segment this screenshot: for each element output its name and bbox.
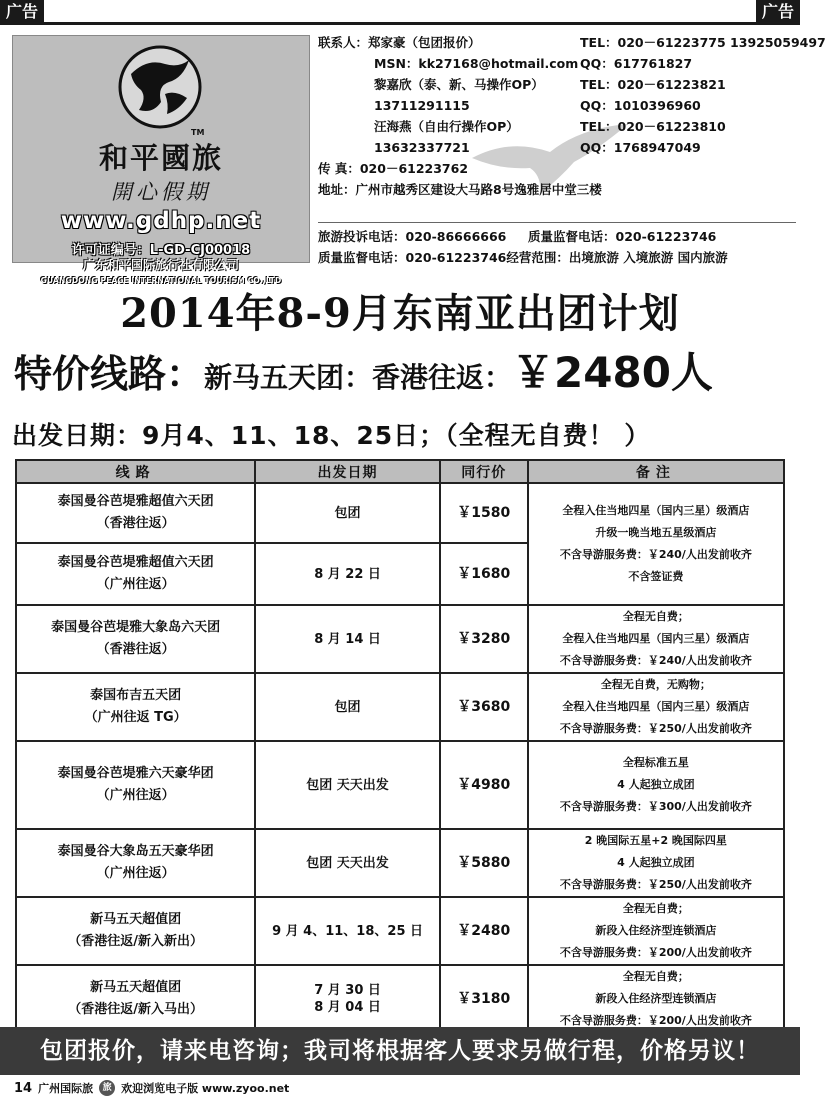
- trademark-mark: TM: [191, 128, 205, 137]
- route-name: 新马五天超值团: [90, 912, 182, 927]
- quality-scope-line: 质量监督电话：020-61223746经营范围：出境旅游 入境旅游 国内旅游: [318, 250, 728, 265]
- special-offer-route: 新马五天团：香港往返：: [204, 361, 513, 394]
- company-logo: [12, 35, 310, 285]
- date-cell: 包团 天天出发: [255, 741, 439, 829]
- date-cell: 8 月 14 日: [255, 605, 439, 673]
- note-line: 2 晚国际五星+2 晚国际四星: [584, 834, 727, 847]
- note-cell: [528, 741, 784, 829]
- note-line: 不含导游服务费：￥200/人出发前收齐: [559, 1014, 752, 1027]
- header-route: 线路: [16, 460, 255, 483]
- contact-secondary: TEL：020－61223821: [580, 77, 726, 92]
- address-line: 地址：广州市越秀区建设大马路8号逸雅居中堂三楼: [318, 182, 602, 197]
- route-cell: [16, 965, 255, 1033]
- footer-banner: 包团报价，请来电咨询；我司将根据客人要求另做行程，价格另议！: [0, 1027, 800, 1075]
- route-origin: （香港往返）: [96, 642, 175, 657]
- date-line: 7 月 30 日: [314, 983, 381, 998]
- complaint-phone: 旅游投诉电话：020-86666666: [318, 229, 507, 244]
- price-cell: ￥3180: [440, 965, 528, 1033]
- price-cell: ￥5880: [440, 829, 528, 897]
- quality-phone: 质量监督电话：020-61223746: [528, 229, 717, 244]
- note-line: 新段入住经济型连锁酒店: [595, 924, 717, 937]
- hotline-row: [318, 226, 796, 247]
- contact-row: [318, 95, 796, 116]
- table-row: [16, 741, 784, 829]
- tour-schedule-table: [15, 459, 785, 1034]
- route-cell: [16, 543, 255, 605]
- note-line: 4 人起独立成团: [617, 856, 695, 869]
- price-cell: ￥4980: [440, 741, 528, 829]
- route-name: 泰国布吉五天团: [90, 688, 182, 703]
- table-row: [16, 965, 784, 1033]
- table-row: [16, 605, 784, 673]
- contact-row: [318, 74, 796, 95]
- note-line: 不含导游服务费：￥250/人出发前收齐: [559, 722, 752, 735]
- hotline-block: [318, 226, 796, 268]
- license-number: 许可证编号：L-GD-CJ00018: [71, 243, 251, 258]
- note-line: 全程无自费；: [622, 610, 689, 623]
- fax-line: 传 真：020－61223762: [318, 161, 469, 176]
- route-origin: （广州往返）: [96, 577, 175, 592]
- brand-slogan: 開心假期: [111, 180, 211, 204]
- route-name: 泰国曼谷芭堤雅六天豪华团: [57, 766, 214, 781]
- departure-dates: 出发日期：9月4、11、18、25日；（全程无自费！ ）: [12, 421, 651, 450]
- note-cell: [528, 673, 784, 741]
- route-name: 泰国曼谷芭堤雅超值六天团: [57, 555, 214, 570]
- route-name: 泰国曼谷芭堤雅超值六天团: [57, 494, 214, 509]
- note-line: 全程入住当地四星（国内三星）级酒店: [562, 632, 750, 645]
- top-rule: [0, 22, 800, 25]
- contact-divider: [318, 222, 796, 223]
- route-cell: [16, 829, 255, 897]
- route-cell: [16, 741, 255, 829]
- note-line: 4 人起独立成团: [617, 778, 695, 791]
- route-origin: （广州往返）: [96, 866, 175, 881]
- newspaper-name: 广州国际旅: [38, 1082, 94, 1095]
- contact-row: [318, 53, 796, 74]
- contact-row: [318, 137, 796, 158]
- table-row: [16, 829, 784, 897]
- newspaper-badge-icon: 旅: [99, 1080, 115, 1096]
- contact-row: [318, 116, 796, 137]
- table-header-row: [16, 460, 784, 483]
- route-cell: [16, 897, 255, 965]
- table-row: [16, 673, 784, 741]
- note-cell: [528, 829, 784, 897]
- date-cell: 包团 天天出发: [255, 829, 439, 897]
- company-name-english: GUANGDONG PEACE INTERNATIONAL TOURISM CO.,LTD: [40, 276, 282, 285]
- price-cell: ￥1680: [440, 543, 528, 605]
- note-cell: [528, 965, 784, 1033]
- route-origin: （香港往返）: [96, 516, 175, 531]
- brand-name: 和平國旅: [98, 141, 223, 175]
- price-cell: ￥3280: [440, 605, 528, 673]
- header-date: 出发日期: [255, 460, 439, 483]
- note-line: 全程入住当地四星（国内三星）级酒店: [562, 504, 750, 517]
- globe-dove-icon: [117, 44, 203, 130]
- brand-url: www.gdhp.net: [60, 208, 262, 234]
- ad-tag-right: 广告: [756, 0, 800, 24]
- route-cell: [16, 483, 255, 543]
- ad-tag-left: 广告: [0, 0, 44, 24]
- route-name: 新马五天超值团: [90, 980, 182, 995]
- company-name: 广东和平国际旅行社有限公司: [82, 258, 239, 272]
- date-line: 8 月 04 日: [314, 1000, 381, 1015]
- route-name: 泰国曼谷大象岛五天豪华团: [57, 844, 214, 859]
- route-cell: [16, 605, 255, 673]
- route-cell: [16, 673, 255, 741]
- contact-secondary: QQ：617761827: [580, 56, 693, 71]
- special-offer-label: 特价线路：: [14, 352, 205, 396]
- page-footer: [14, 1080, 289, 1096]
- header-note: 备注: [528, 460, 784, 483]
- note-line: 不含导游服务费：￥200/人出发前收齐: [559, 946, 752, 959]
- contact-secondary: TEL：020－61223775 13925059497: [580, 35, 826, 50]
- website-tagline: 欢迎浏览电子版 www.zyoo.net: [121, 1082, 290, 1095]
- contact-secondary: QQ：1768947049: [580, 140, 701, 155]
- contact-primary: 13711291115: [374, 98, 470, 113]
- route-origin: （香港往返/新入马出）: [68, 1002, 204, 1017]
- contact-block: [318, 32, 826, 200]
- table-row: [16, 483, 784, 543]
- route-origin: （香港往返/新入新出）: [68, 934, 204, 949]
- note-line: 全程入住当地四星（国内三星）级酒店: [562, 700, 750, 713]
- price-cell: ￥1580: [440, 483, 528, 543]
- table-row: [16, 897, 784, 965]
- page-number: 14: [14, 1080, 33, 1096]
- date-cell: 包团: [255, 673, 439, 741]
- route-origin: （广州往返 TG）: [84, 710, 187, 725]
- note-line: 不含签证费: [628, 570, 684, 583]
- date-cell: 包团: [255, 483, 439, 543]
- contact-secondary: TEL：020－61223810: [580, 119, 726, 134]
- note-line: 全程无自费，无购物；: [600, 678, 711, 691]
- contact-primary: 联系人：郑家豪（包团报价）: [318, 35, 481, 50]
- price-cell: ￥2480: [440, 897, 528, 965]
- special-offer-price: ￥2480人: [512, 348, 713, 397]
- contact-row: [318, 32, 826, 53]
- date-cell: 9 月 4、11、18、25 日: [255, 897, 439, 965]
- route-name: 泰国曼谷芭堤雅大象岛六天团: [51, 620, 221, 635]
- note-cell: [528, 897, 784, 965]
- note-line: 不含导游服务费：￥300/人出发前收齐: [559, 800, 752, 813]
- note-line: 全程无自费；: [622, 970, 689, 983]
- contact-primary: MSN：kk27168@hotmail.com: [374, 56, 579, 71]
- note-line: 不含导游服务费：￥250/人出发前收齐: [559, 878, 752, 891]
- route-origin: （广州往返）: [96, 788, 175, 803]
- page-title: 2014年8-9月东南亚出团计划: [120, 290, 680, 337]
- note-cell: [528, 483, 784, 605]
- note-line: 不含导游服务费：￥240/人出发前收齐: [559, 548, 752, 561]
- note-line: 升级一晚当地五星级酒店: [595, 526, 717, 539]
- contact-secondary: QQ：1010396960: [580, 98, 701, 113]
- note-line: 全程无自费；: [622, 902, 689, 915]
- header-price: 同行价: [440, 460, 528, 483]
- special-offer: [14, 340, 713, 400]
- date-cell: [255, 965, 439, 1033]
- note-line: 全程标准五星: [622, 756, 689, 769]
- note-cell: [528, 605, 784, 673]
- note-line: 新段入住经济型连锁酒店: [595, 992, 717, 1005]
- contact-primary: 黎嘉欣（泰、新、马操作OP）: [374, 77, 544, 92]
- date-cell: 8 月 22 日: [255, 543, 439, 605]
- note-line: 不含导游服务费：￥240/人出发前收齐: [559, 654, 752, 667]
- contact-primary: 13632337721: [374, 140, 470, 155]
- contact-primary: 汪海燕（自由行操作OP）: [374, 119, 519, 134]
- price-cell: ￥3680: [440, 673, 528, 741]
